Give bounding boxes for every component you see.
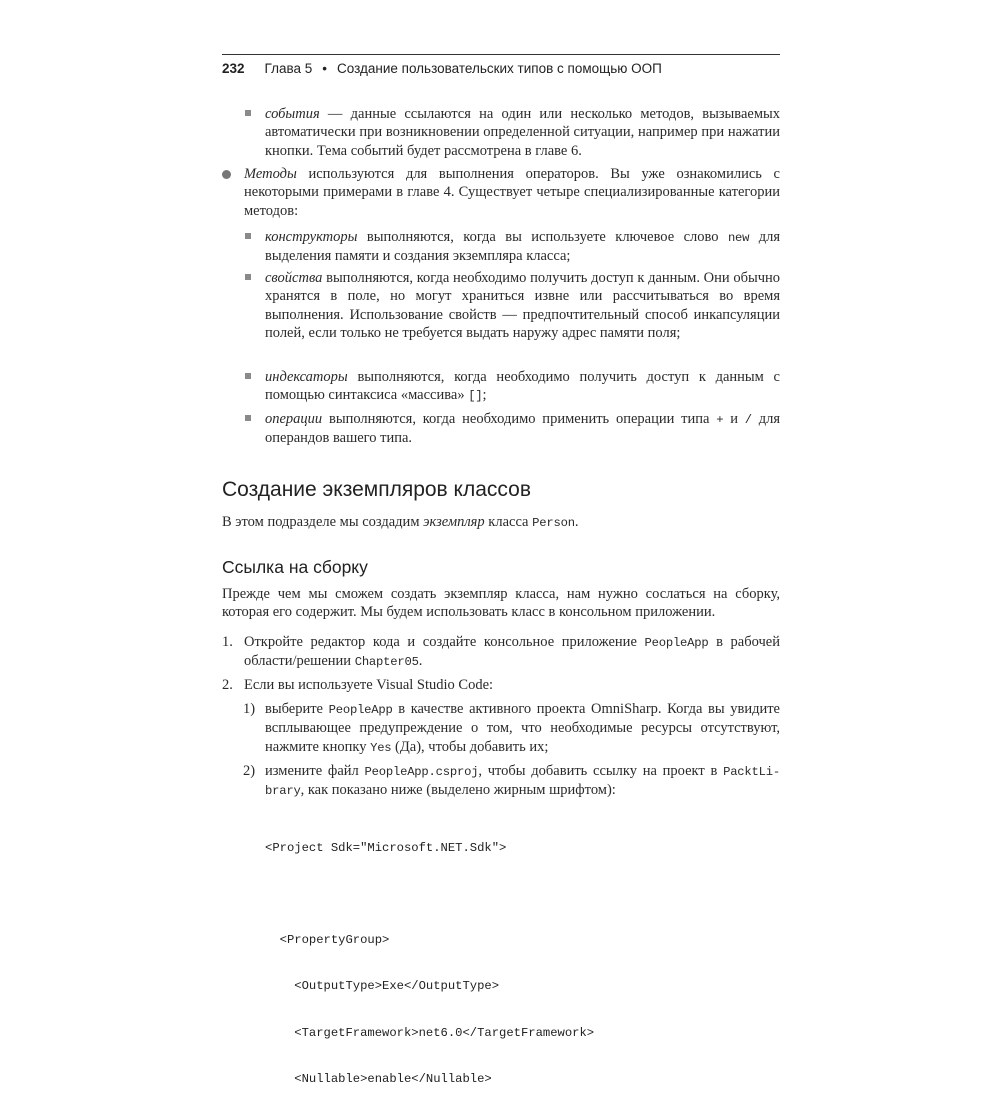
code-csproj: PeopleApp.csproj [364, 765, 479, 779]
code-line [265, 887, 745, 902]
step-2-2-text: измените файл [265, 763, 365, 779]
step-1 [222, 633, 780, 672]
term-events: события [265, 106, 320, 122]
constructors-text: выполняются, когда вы используете ключевое слово [357, 229, 728, 245]
bullet-indexers [265, 368, 780, 406]
chapter-title: Создание пользовательских типов с помощью ООП [337, 61, 662, 76]
step-1-text-mid: в рабочей области/решении [244, 634, 780, 670]
indexers-text: выполняются, когда необходимо получить доступ к данным с помощью синтаксиса «массива» [265, 369, 780, 404]
code-slash: / [744, 413, 752, 427]
step-2-2-text-end: , как показано ниже (выделено жирным шрифтом): [300, 782, 616, 799]
indexers-text-end: ; [482, 387, 487, 404]
bullet-methods [244, 165, 780, 220]
square-bullet-icon [245, 415, 251, 421]
step-2-number: 2. [222, 677, 233, 693]
operators-text: выполняются, когда необходимо применить операции типа [322, 411, 717, 427]
step-2-1-text: выберите [265, 701, 329, 717]
step-2-2 [243, 762, 780, 801]
step-2-1-text-end: (Да), чтобы добавить их; [391, 738, 549, 755]
term-constructors: конструкторы [265, 229, 358, 245]
code-listing [265, 810, 745, 1118]
step-2-text: Если вы используете Visual Studio Code: [244, 677, 494, 693]
square-bullet-icon [245, 274, 251, 280]
chapter-label: Глава 5 [264, 61, 313, 76]
code-person: Person [532, 516, 575, 530]
bullet-properties [265, 269, 780, 342]
running-header [222, 54, 780, 83]
constructors-text-end: для выделения памяти и создания экземпляра класса; [265, 229, 780, 265]
step-2-2-number: 2) [243, 763, 256, 779]
subsection-text: Прежде чем мы сможем создать экземпляр класса, нам нужно сослаться на сборку, которая его содержит. Мы будем использовать класс в консольном приложении. [222, 586, 780, 621]
term-instance: экземпляр [423, 514, 485, 530]
term-properties: свойства [265, 270, 323, 286]
bullet-constructors [265, 228, 780, 266]
intro-text: В этом подразделе мы создадим [222, 514, 424, 530]
term-operators: операции [265, 411, 323, 427]
bullet-events [265, 105, 780, 160]
step-1-text: Откройте редактор кода и создайте консольное приложение [244, 634, 645, 650]
step-2 [222, 676, 780, 694]
intro-text-end: . [574, 514, 579, 530]
section-heading: Создание экземпляров классов [222, 478, 531, 501]
operators-text-end: для операндов вашего типа. [265, 411, 780, 447]
square-bullet-icon [245, 233, 251, 239]
term-methods: Методы [244, 166, 297, 182]
code-line: <OutputType>Exe</OutputType> [265, 979, 500, 994]
code-packtlibrary: PacktLi-brary [265, 765, 780, 799]
section-intro [222, 513, 780, 532]
square-bullet-icon [245, 373, 251, 379]
step-2-1-number: 1) [243, 701, 256, 717]
properties-text: выполняются, когда необходимо получить доступ к данным. Они обычно хранятся в поле, но могут храниться извне или рассчитываться во время выполнения. Использование свойств — предпочтительный способ инкапсуляции полей, если только не требуется выдать наружу адрес памяти поля; [265, 270, 780, 341]
square-bullet-icon [245, 110, 251, 116]
step-2-2-text-mid: , чтобы добавить ссылку на проект в [478, 763, 724, 779]
methods-text: используются для выполнения операторов. Вы уже ознакомились с некоторыми примерами в главе 4. Существует четыре специализированные категории методов: [244, 166, 780, 219]
circle-bullet-icon [222, 170, 231, 179]
step-2-1 [243, 700, 780, 757]
code-plus: + [716, 413, 724, 427]
operators-text-mid: и [723, 411, 745, 427]
code-yes: Yes [370, 740, 392, 755]
code-brackets: [] [468, 389, 483, 404]
code-line: <TargetFramework>net6.0</TargetFramework> [265, 1025, 595, 1040]
step-1-number: 1. [222, 634, 233, 650]
bullet-operators [265, 410, 780, 448]
code-peopleapp: PeopleApp [328, 703, 393, 717]
code-line: <Nullable>enable</Nullable> [265, 1071, 492, 1086]
code-new: new [727, 231, 750, 245]
code-chapter05: Chapter05 [354, 655, 419, 670]
subsection-heading: Ссылка на сборку [222, 557, 368, 577]
code-peopleapp: PeopleApp [644, 636, 709, 650]
term-indexers: индексаторы [265, 369, 348, 385]
events-text: — данные ссылаются на один или несколько методов, вызываемых автоматически при возникновении определенной ситуации, например при нажатии кнопки. Тема событий будет рассмотрена в главе 6. [265, 106, 780, 159]
book-page [222, 54, 780, 1086]
page-number: 232 [222, 61, 245, 76]
intro-text-mid: класса [484, 514, 533, 530]
code-line: <PropertyGroup> [265, 933, 390, 948]
step-2-1-text-mid: в качестве активного проекта OmniSharp. Когда вы увидите всплывающее предупреждение о том, что необходимые ресурсы отсутствуют, нажмите кнопку [265, 701, 780, 755]
step-1-text-end: . [418, 653, 423, 670]
code-line: <Project Sdk="Microsoft.NET.Sdk"> [265, 840, 507, 855]
header-separator: • [322, 61, 327, 76]
